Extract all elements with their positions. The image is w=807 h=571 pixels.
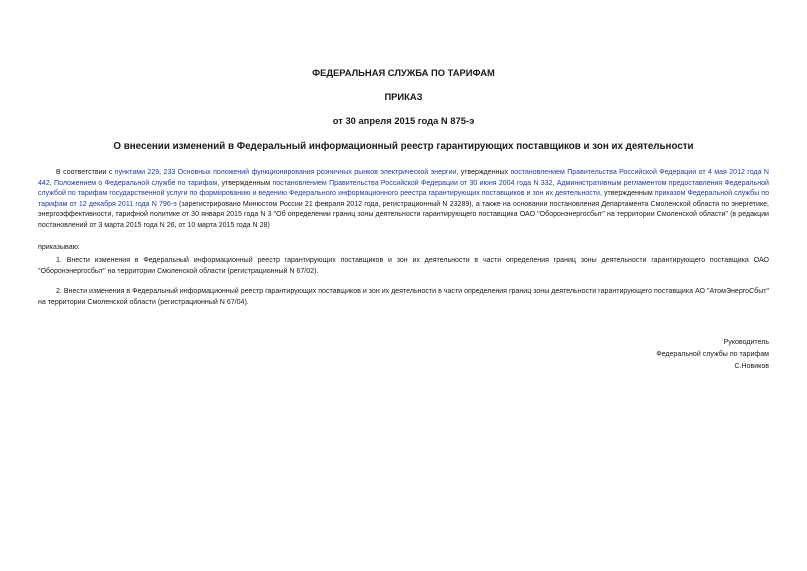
link-fst-regulation[interactable]: Положением о Федеральной службе по тарифам (54, 179, 218, 187)
preamble-text: (зарегистрировано Минюстом России 21 февраля 2012 года, регистрационный N 23289), а также на основании постановления Департамента Смоленской области по энергетике, энергоэффективности, тарифной политике от 30 января 2015 года N 3 "Об определении границ зоны деятельности гарантирующего поставщика ОАО "Оборонэнергосбыт" на территории Смоленской области" (в редакции постановлений от 3 марта 2015 года N 26, от 10 марта 2015 года N 28) (38, 200, 769, 229)
preamble-text: , (159, 169, 164, 176)
signature-organization: Федеральной службы по тарифам (656, 351, 769, 358)
preamble-text: , (49, 179, 55, 187)
preamble-text: , утвержденным (600, 190, 655, 198)
document-title: О внесении изменений в Федеральный информационный реестр гарантирующих поставщиков и зон их деятельности (113, 141, 694, 152)
link-government-decree-332[interactable]: постановлением Правительства Российской Федерации от 30 июня 2004 года N 332 (272, 179, 553, 187)
link-point-229[interactable]: пунктами 229 (114, 169, 160, 176)
agency-heading: ФЕДЕРАЛЬНАЯ СЛУЖБА ПО ТАРИФАМ (312, 67, 495, 78)
preamble-text: В соответствии с (56, 169, 115, 176)
preamble-text: , (552, 179, 557, 187)
signature-name: С.Новиков (734, 363, 769, 370)
document-type-heading: ПРИКАЗ (384, 91, 423, 102)
preamble-paragraph (38, 168, 769, 232)
date-number-heading: от 30 апреля 2015 года N 875-э (332, 115, 475, 126)
preamble-text: , утвержденным (217, 179, 273, 187)
order-item-1: 1. Внести изменения в Федеральный информационный реестр гарантирующих поставщиков и зон их деятельности в части определения границ зоны деятельности гарантирующего поставщика ОАО "Оборонэнергосбыт" на территории Смоленской области (регистрационный N 67/02). (38, 257, 769, 275)
link-government-decree-442[interactable]: постановлением Правительства Российской Федерации от 4 мая 2012 года N 442 (38, 169, 769, 187)
link-fst-order-796[interactable]: приказом Федеральной службы по тарифам от 12 декабря 2011 года N 796-э (38, 190, 769, 208)
order-word: приказываю: (38, 244, 80, 251)
order-item-2: 2. Внести изменения в Федеральный информационный реестр гарантирующих поставщиков и зон их деятельности в части определения границ зоны деятельности гарантирующего поставщика АО "АтомЭнергоСбыт" на территории Смоленской области (регистрационный N 67/04). (38, 288, 769, 306)
preamble-text: , утвержденных (456, 169, 511, 176)
signature-position: Руководитель (723, 339, 769, 346)
link-basic-provisions[interactable]: 233 Основных положений функционирования розничных рынков электрической энергии (163, 169, 457, 176)
link-administrative-regulation[interactable]: Административным регламентом предоставления Федеральной службой по тарифам государственной услуги по формированию и ведению Федерального информационного реестра гарантирующих поставщиков и зон их деятельности (38, 179, 769, 198)
